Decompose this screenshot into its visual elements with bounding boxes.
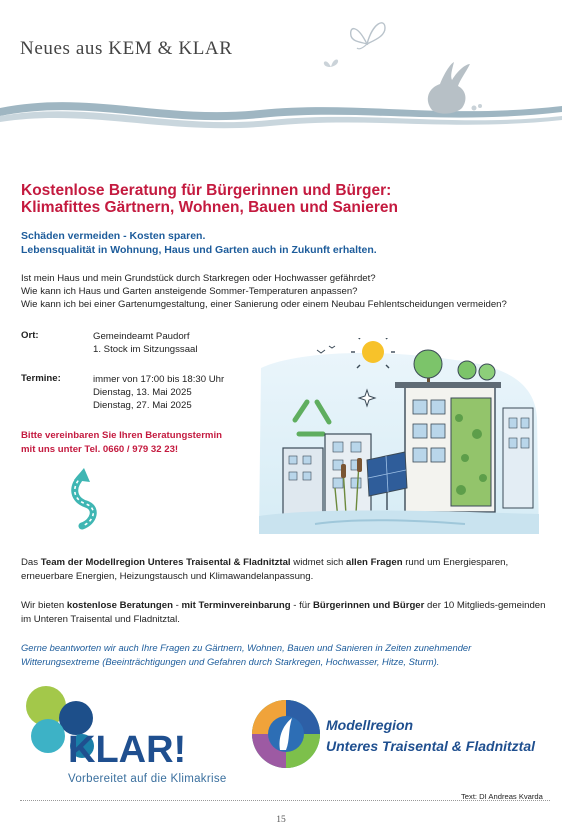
paragraph-weather-extremes: Gerne beantworten wir auch Ihre Fragen zu Gärtnern, Wohnen, Bauen und Sanieren in Zeiten zunehmender Witterungsextreme (Beeinträchtigungen und Gefahren durch Starkregen, Hochwasser, Hitze, Sturm).	[21, 642, 472, 667]
appointment-callout	[21, 429, 251, 457]
article-title-line1: Kostenlose Beratung für Bürgerinnen und Bürger:	[21, 182, 392, 199]
p1-text-c: widmet sich	[290, 557, 347, 568]
ort-details	[93, 330, 198, 356]
dotted-arrow-icon	[64, 466, 114, 532]
footer-divider	[20, 800, 550, 801]
termine-label: Termine:	[21, 373, 61, 384]
p2-text-g: der 10 Mitglieds-gemeinden im Unteren Traisental und Fladnitztal.	[21, 600, 546, 625]
butterfly-icon	[345, 14, 390, 52]
termine-line3: Dienstag, 27. Mai 2025	[93, 400, 192, 411]
ort-line2: 1. Stock im Sitzungssaal	[93, 344, 198, 355]
region-line1: Modellregion	[326, 717, 414, 733]
appointment-line2: mit uns unter Tel. 0660 / 979 32 23!	[21, 444, 179, 455]
klar-logo	[24, 684, 248, 790]
article-subtitle	[21, 229, 541, 257]
question-1: Ist mein Haus und mein Grundstück durch Starkregen oder Hochwasser gefährdet?	[21, 273, 376, 284]
p2-appointment: mit Terminvereinbarung	[181, 600, 291, 611]
header-wave-decoration	[0, 60, 562, 140]
p2-text-c: -	[172, 600, 182, 611]
p1-team-name: Team der Modellregion Unteres Traisental & Fladnitztal	[40, 557, 291, 568]
question-3: Wie kann ich bei einer Gartenumgestaltung, einer Sanierung oder einem Neubau Fehlentscheidungen vermeiden?	[21, 299, 507, 310]
author-credit: Text: DI Andreas Kvarda	[461, 792, 543, 801]
klar-tagline: Vorbereitet auf die Klimakrise	[68, 773, 227, 785]
page-number: 15	[276, 815, 286, 825]
p1-text-a: Das	[21, 557, 41, 568]
paragraph-offer	[21, 599, 551, 627]
subtitle-line2: Lebensqualität in Wohnung, Haus und Garten auch in Zukunft erhalten.	[21, 244, 377, 256]
p1-text-e: rund um Energiesparen, erneuerbare Energien, Heizungstausch und Klimawandelanpassung.	[21, 557, 509, 582]
puzzle-globe-icon	[252, 700, 320, 768]
termine-details	[93, 373, 224, 412]
p2-citizens: Bürgerinnen und Bürger	[312, 600, 425, 611]
p2-free-consult: kostenlose Beratungen	[66, 600, 173, 611]
termine-line1: immer von 17:00 bis 18:30 Uhr	[93, 374, 225, 385]
article-title-line2: Klimafittes Gärtnern, Wohnen, Bauen und Sanieren	[21, 199, 398, 216]
sustainable-city-illustration	[255, 338, 541, 536]
questions-block	[21, 272, 551, 311]
modellregion-logo	[248, 698, 548, 774]
section-header-title: Neues aus KEM & KLAR	[20, 38, 233, 59]
appointment-line1: Bitte vereinbaren Sie Ihren Beratungstermin	[21, 430, 222, 441]
question-2: Wie kann ich Haus und Garten ansteigende Sommer-Temperaturen anpassen?	[21, 286, 358, 297]
p1-all-questions: allen Fragen	[346, 557, 403, 568]
subtitle-line1: Schäden vermeiden - Kosten sparen.	[21, 230, 206, 242]
p2-text-e: - für	[290, 600, 313, 611]
ort-label: Ort:	[21, 330, 39, 341]
region-line2: Unteres Traisental & Fladnitztal	[326, 738, 536, 754]
ort-line1: Gemeindeamt Paudorf	[93, 331, 190, 342]
article-title	[21, 182, 541, 216]
rabbit-icon	[428, 62, 470, 114]
paragraph-team	[21, 556, 551, 584]
termine-line2: Dienstag, 13. Mai 2025	[93, 387, 192, 398]
p2-text-a: Wir bieten	[21, 600, 67, 611]
klar-wordmark: KLAR!	[68, 729, 187, 771]
